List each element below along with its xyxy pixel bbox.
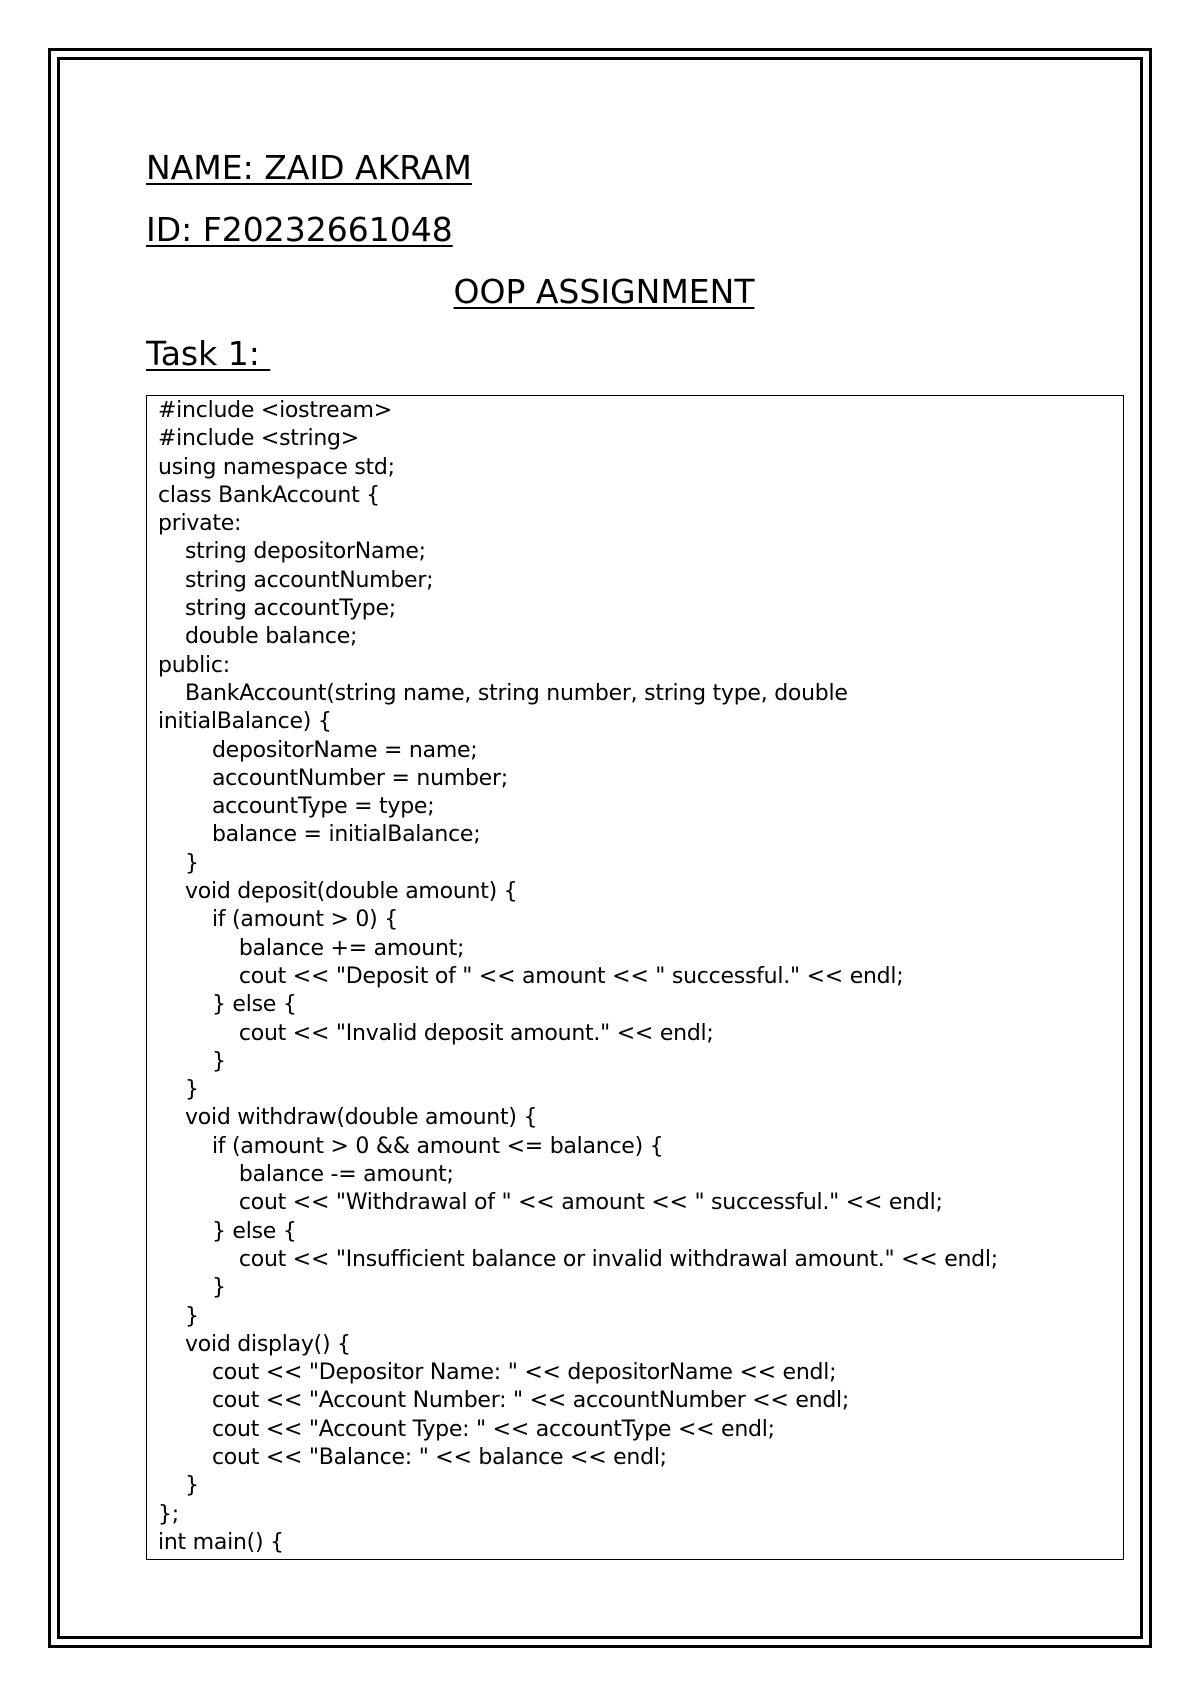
- code-line: } else {: [158, 992, 297, 1018]
- code-line: string accountNumber;: [158, 567, 434, 593]
- code-line: cout << "Account Number: " << accountNumber << endl;: [158, 1388, 850, 1414]
- code-line: void withdraw(double amount) {: [158, 1105, 538, 1131]
- code-line: balance += amount;: [158, 935, 465, 961]
- code-line: class BankAccount {: [158, 482, 380, 508]
- code-listing: [158, 397, 1119, 1557]
- code-line: balance -= amount;: [158, 1162, 454, 1188]
- code-line: string depositorName;: [158, 539, 426, 565]
- code-line: public:: [158, 652, 230, 678]
- code-line: void display() {: [158, 1331, 351, 1357]
- code-line: }: [158, 1275, 226, 1301]
- code-line: if (amount > 0) {: [158, 907, 399, 933]
- assignment-title: OOP ASSIGNMENT: [453, 272, 755, 311]
- code-line: } else {: [158, 1218, 297, 1244]
- code-line: depositorName = name;: [158, 737, 478, 763]
- code-line: cout << "Insufficient balance or invalid withdrawal amount." << endl;: [158, 1246, 998, 1272]
- code-line: }: [158, 1077, 199, 1103]
- task-heading: Task 1:: [146, 334, 271, 373]
- code-line: cout << "Invalid deposit amount." << endl;: [158, 1020, 714, 1046]
- code-line: cout << "Account Type: " << accountType << endl;: [158, 1416, 775, 1442]
- code-line: cout << "Balance: " << balance << endl;: [158, 1444, 667, 1470]
- code-line: int main() {: [158, 1529, 284, 1555]
- code-line: #include <string>: [158, 426, 359, 452]
- code-line: if (amount > 0 && amount <= balance) {: [158, 1133, 664, 1159]
- code-line: }: [158, 1048, 226, 1074]
- code-line: double balance;: [158, 624, 358, 650]
- code-box: [146, 395, 1124, 1560]
- code-line: }: [158, 1303, 199, 1329]
- code-line: accountType = type;: [158, 794, 435, 820]
- code-line: }: [158, 850, 199, 876]
- student-name: NAME: ZAID AKRAM: [146, 148, 472, 187]
- code-line: string accountType;: [158, 596, 396, 622]
- code-line: cout << "Depositor Name: " << depositorName << endl;: [158, 1360, 837, 1386]
- code-line: cout << "Deposit of " << amount << " successful." << endl;: [158, 963, 904, 989]
- code-line: #include <iostream>: [158, 398, 392, 423]
- code-line: accountNumber = number;: [158, 765, 508, 791]
- code-line: }: [158, 1473, 199, 1499]
- code-line: void deposit(double amount) {: [158, 879, 518, 905]
- code-line: cout << "Withdrawal of " << amount << " successful." << endl;: [158, 1190, 943, 1216]
- student-id: ID: F20232661048: [146, 210, 453, 249]
- code-line: private:: [158, 511, 242, 537]
- code-line: using namespace std;: [158, 454, 395, 480]
- code-line: initialBalance) {: [158, 709, 332, 735]
- code-line: };: [158, 1501, 179, 1527]
- code-line: BankAccount(string name, string number, string type, double: [158, 680, 848, 706]
- code-line: balance = initialBalance;: [158, 822, 481, 848]
